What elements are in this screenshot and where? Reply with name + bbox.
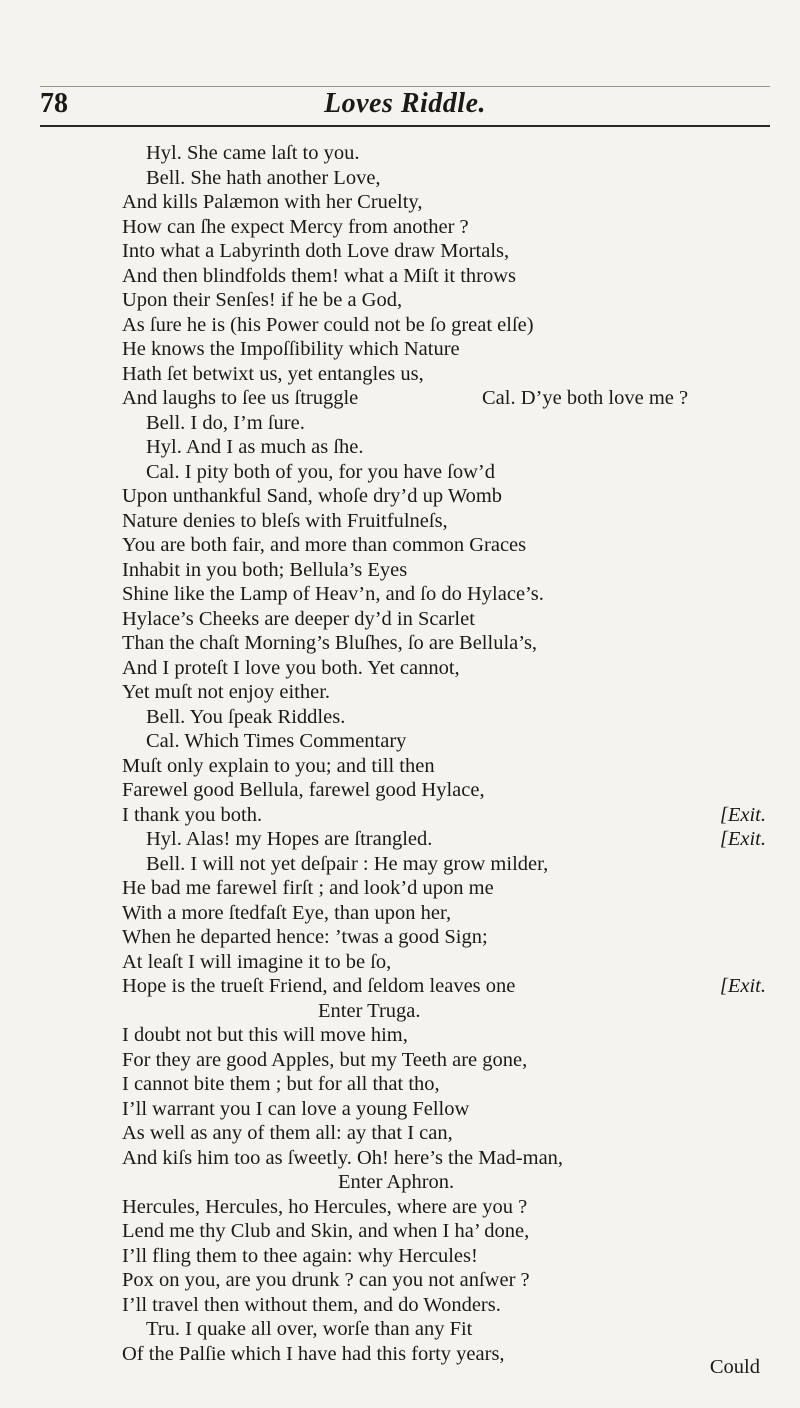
text-line [0, 1096, 800, 1122]
text-line [0, 1022, 800, 1048]
text-line [0, 189, 800, 215]
line-text: Farewel good Bellula, farewel good Hylace, [122, 779, 485, 801]
text-line [0, 949, 800, 975]
line-text: Bell. I do, I’m ſure. [146, 411, 305, 434]
text-line [0, 581, 800, 607]
running-title: Loves Riddle. [323, 88, 487, 119]
line-text: And laughs to ſee us ſtruggle [122, 387, 359, 409]
text-line [0, 1194, 800, 1220]
text-line [0, 924, 800, 950]
text-line [0, 606, 800, 632]
text-line [0, 238, 800, 264]
text-line [0, 998, 800, 1024]
text-line [0, 1218, 800, 1244]
line-text: I doubt not but this will move him, [122, 1024, 408, 1046]
text-line [0, 900, 800, 926]
text-line [0, 875, 800, 901]
text-line [0, 459, 800, 485]
text-line [0, 1047, 800, 1073]
text-line [0, 483, 800, 509]
line-text: And kiſs him too as ſweetly. Oh! here’s the Mad-man, [122, 1146, 564, 1169]
page-number: 78 [40, 88, 68, 119]
line-text: For they are good Apples, but my Teeth are gone, [122, 1048, 528, 1071]
text-line [0, 1316, 800, 1342]
text-line [0, 508, 800, 534]
text-line [0, 140, 800, 166]
line-text: Shine like the Lamp of Heav’n, and ſo do Hylace’s. [122, 583, 544, 605]
line-text: Hercules, Hercules, ho Hercules, where are you ? [122, 1195, 528, 1218]
line-text: I’ll warrant you I can love a young Fellow [122, 1097, 470, 1120]
line-text: I’ll travel then without them, and do Wonders. [122, 1293, 501, 1316]
line-text: Cal. I pity both of you, for you have ſow’d [146, 460, 496, 483]
line-text: I thank you both. [122, 803, 263, 826]
page-header [40, 78, 770, 128]
stage-direction: [Exit. [719, 828, 766, 850]
line-text: Yet muſt not enjoy either. [122, 681, 331, 703]
line-text: And I proteſt I love you both. Yet cannot, [122, 656, 460, 679]
catchword: Could [709, 1356, 760, 1378]
line-text: Upon their Senſes! if he be a God, [122, 289, 403, 311]
line-text: How can ſhe expect Mercy from another ? [122, 215, 469, 238]
text-line [0, 655, 800, 681]
stage-direction: [Exit. [719, 803, 766, 826]
header-rule [40, 125, 770, 127]
line-text: Upon unthankful Sand, whoſe dry’d up Womb [122, 485, 503, 507]
text-line [0, 214, 800, 240]
text-line [0, 263, 800, 289]
line-text: Muſt only explain to you; and till then [122, 754, 435, 777]
line-text: Of the Palſie which I have had this forty years, [122, 1342, 505, 1365]
line-text: Pox on you, are you drunk ? can you not anſwer ? [122, 1269, 530, 1291]
text-line [0, 1292, 800, 1318]
text-line [0, 630, 800, 656]
line-text: Hylace’s Cheeks are deeper dy’d in Scarlet [122, 607, 475, 630]
text-line [0, 973, 800, 999]
text-line [0, 385, 800, 411]
text-line [0, 704, 800, 730]
line-text: You are both fair, and more than common Graces [122, 534, 527, 556]
line-text: I cannot bite them ; but for all that tho, [122, 1073, 440, 1095]
line-text: When he departed hence: ’twas a good Sign; [122, 926, 488, 948]
text-line [0, 753, 800, 779]
text-line [0, 728, 800, 754]
text-line [0, 434, 800, 460]
line-text: With a more ſtedfaſt Eye, than upon her, [122, 901, 452, 924]
line-text: Tru. I quake all over, worſe than any Fit [146, 1318, 473, 1340]
line-text: As ſure he is (his Power could not be ſo great elſe) [122, 313, 534, 336]
text-line [0, 826, 800, 852]
line-text: At leaſt I will imagine it to be ſo, [122, 950, 392, 973]
text-line [0, 557, 800, 583]
line-text: Lend me thy Club and Skin, and when I ha’ done, [122, 1220, 530, 1242]
stage-direction: [Exit. [719, 975, 766, 997]
text-line [0, 851, 800, 877]
line-text: Enter Truga. [318, 999, 421, 1022]
text-line [0, 1145, 800, 1171]
text-line [0, 336, 800, 362]
text-line [0, 410, 800, 436]
line-text: Than the chaſt Morning’s Bluſhes, ſo are Bellula’s, [122, 632, 538, 654]
line-text: Bell. I will not yet deſpair : He may grow milder, [146, 852, 549, 875]
line-text: Into what a Labyrinth doth Love draw Mortals, [122, 240, 510, 262]
line-text: Hyl. Alas! my Hopes are ſtrangled. [146, 828, 433, 850]
line-text: Bell. She hath another Love, [146, 166, 381, 189]
text-line [0, 312, 800, 338]
text-line [0, 1120, 800, 1146]
line-text: Hyl. And I as much as ſhe. [146, 436, 364, 458]
text-line [0, 532, 800, 558]
text-line [0, 1169, 800, 1195]
text-line [0, 679, 800, 705]
line-text: Cal. Which Times Commentary [146, 730, 407, 752]
text-line [0, 1243, 800, 1269]
line-text: He bad me farewel firſt ; and look’d upon me [122, 877, 494, 899]
line-text: He knows the Impoſſibility which Nature [122, 338, 460, 360]
line-text: I’ll fling them to thee again: why Hercules! [122, 1244, 478, 1267]
text-line [0, 802, 800, 828]
line-text: Enter Aphron. [338, 1171, 455, 1193]
line-text: Nature denies to bleſs with Fruitfulneſs, [122, 509, 448, 532]
text-line [0, 1267, 800, 1293]
line-text: Inhabit in you both; Bellula’s Eyes [122, 558, 408, 581]
line-text: As well as any of them all: ay that I can, [122, 1122, 453, 1144]
text-line [0, 287, 800, 313]
text-line [0, 1341, 800, 1367]
line-text: And then blindfolds them! what a Miſt it throws [122, 264, 517, 287]
line-text: Hyl. She came laſt to you. [146, 142, 360, 164]
line-text: Hath ſet betwixt us, yet entangles us, [122, 362, 424, 385]
line-text: And kills Palæmon with her Cruelty, [122, 191, 423, 213]
line-text: Bell. You ſpeak Riddles. [146, 705, 346, 728]
text-line [0, 361, 800, 387]
inline-speech: Cal. D’ye both love me ? [482, 387, 689, 409]
text-line [0, 777, 800, 803]
text-line [0, 1071, 800, 1097]
text-line [0, 165, 800, 191]
line-text: Hope is the trueſt Friend, and ſeldom leaves one [122, 975, 516, 997]
